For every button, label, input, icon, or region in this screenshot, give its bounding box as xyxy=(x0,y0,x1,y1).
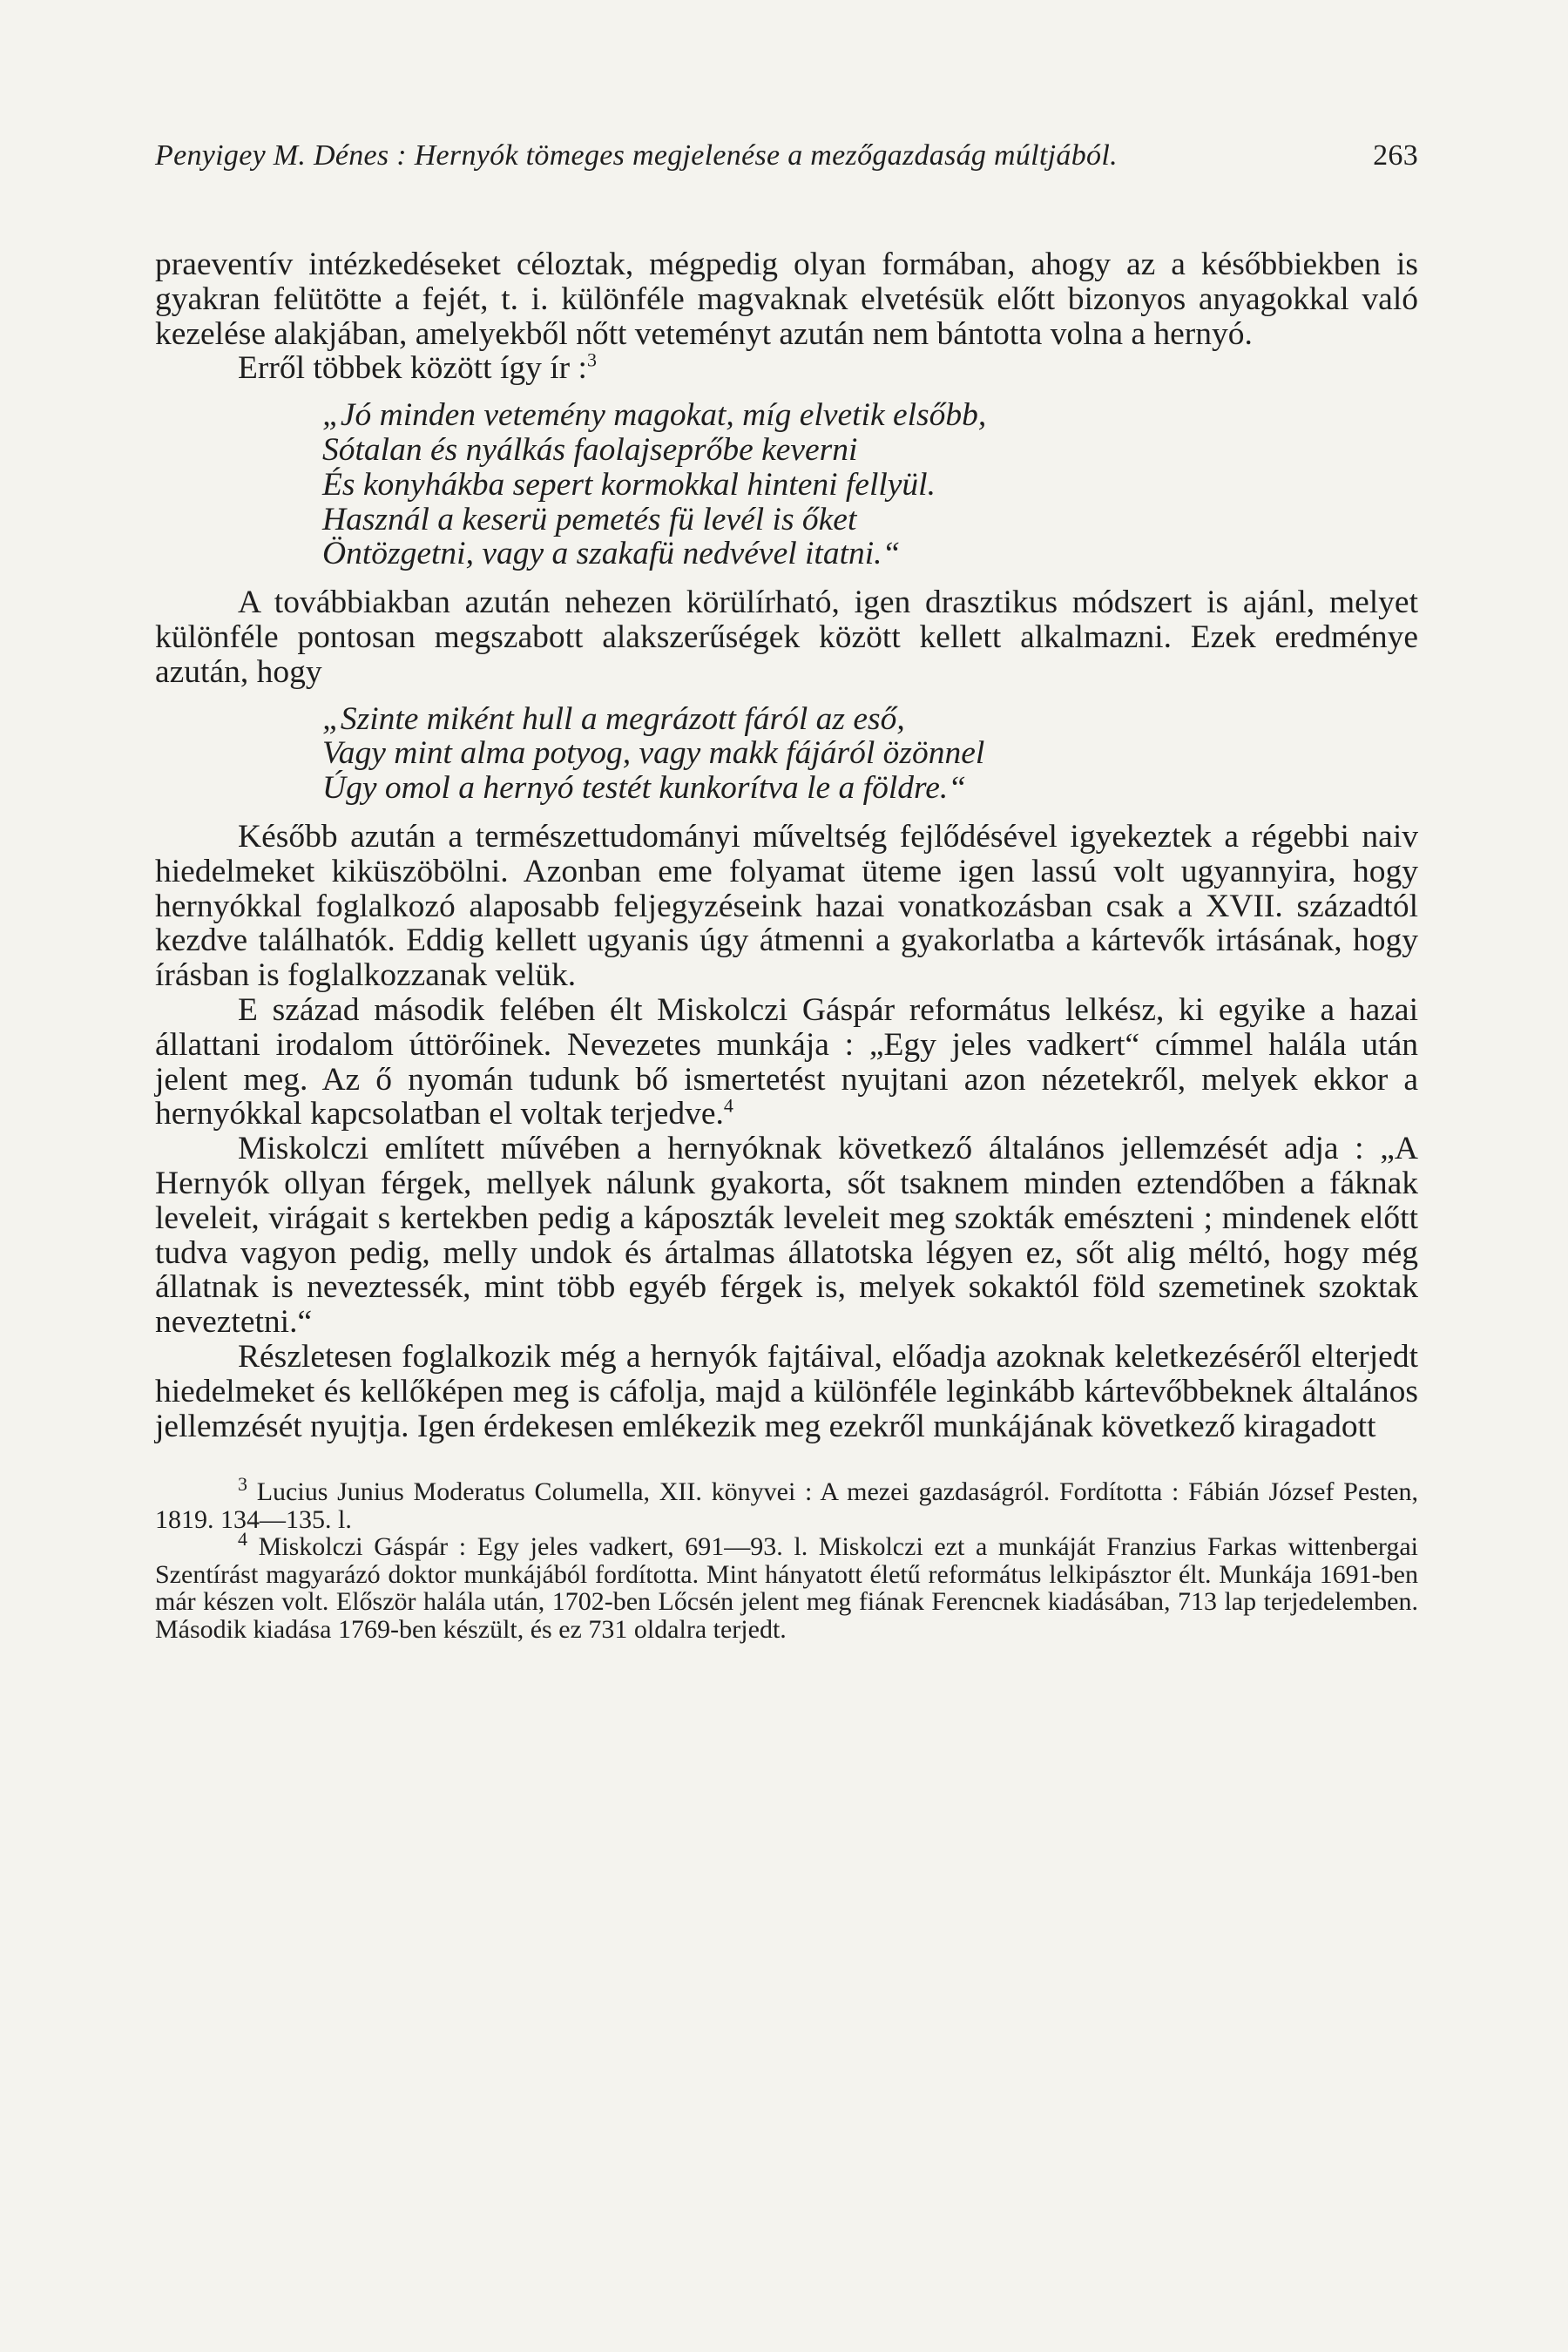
footnote-ref-3: 3 xyxy=(586,348,597,371)
poem-1-line: És konyhákba sepert kormokkal hinteni fellyül. xyxy=(322,466,936,503)
poem-2-line: „Szinte miként hull a megrázott fáról az eső, xyxy=(322,700,905,737)
running-title: Penyigey M. Dénes : Hernyók tömeges megjelenése a mezőgazdaság múltjából. xyxy=(155,139,1118,172)
poem-1-line: Öntözgetni, vagy a szakafü nedvével itatni.“ xyxy=(322,536,901,572)
paragraph-6: Miskolczi említett művében a hernyóknak következő általános jellemzését adja : „A Hernyók ollyan férgek, mellyek nálunk gyakorta, sőt tsaknem minden eztendőben a fáknak leveleit, virágait s kertekben pedig a káposzták leveleit meg szokták emészteni ; mindenek előtt tudva vagyon pedig, melly undok és ártalmas állatotska légyen ez, sőt alig méltó, hogy még állatnak is neveztessék, mint több egyéb férgek is, melyek sokaktól föld szemetinek szoktak neveztetni.“ xyxy=(155,1131,1418,1341)
poem-quote-1 xyxy=(322,398,1418,571)
footnote-3-text: Lucius Junius Moderatus Columella, XII. könyvei : A mezei gazdaságról. Fordította : Fábián József Pesten, 1819. 134—135. l. xyxy=(155,1477,1418,1534)
paragraph-2 xyxy=(155,348,1418,387)
paragraph-3: A továbbiakban azután nehezen körülírható, igen drasztikus módszert is ajánl, melyet különféle pontosan megszabott alakszerűségek között kellett alkalmazni. Ezek eredménye azután, hogy xyxy=(155,585,1418,690)
poem-1-line: Használ a keserü pemetés fü levél is őket xyxy=(322,501,857,537)
footnote-4-text: Miskolczi Gáspár : Egy jeles vadkert, 691—93. l. Miskolczi ezt a munkáját Franzius Farkas wittenbergai Szentírást magyarázó doktor munkájából fordította. Mint hányatott életű református lelkipásztor élt. Munkája 1691-ben már készen volt. Először halála után, 1702-ben Lőcsén jelent meg fiának Ferencnek kiadásában, 713 lap terjedelemben. Második kiadása 1769-ben készült, és ez 731 oldalra terjedt. xyxy=(155,1532,1418,1644)
footnotes xyxy=(155,1473,1418,1644)
footnote-4 xyxy=(155,1528,1418,1644)
footnote-mark-3: 3 xyxy=(238,1473,247,1496)
paragraph-4: Később azután a természettudományi műveltség fejlődésével igyekeztek a régebbi naiv hiedelmeket kiküszöbölni. Azonban eme folyamat üteme igen lassú volt ugyannyira, hogy hernyókkal foglalkozó alaposabb feljegyzéseink hazai vonatkozásban csak a XVII. századtól kezdve találhatók. Eddig kellett ugyanis úgy átmenni a gyakorlatba a kártevők irtásának, hogy írásban is foglalkozzanak velük. xyxy=(155,818,1418,994)
body-text xyxy=(155,247,1418,1443)
footnote-ref-4: 4 xyxy=(723,1094,733,1117)
poem-2-line: Vagy mint alma potyog, vagy makk fájáról özönnel xyxy=(322,735,985,772)
paragraph-5 xyxy=(155,993,1418,1132)
poem-1-line: „Jó minden vetemény magokat, míg elvetik elsőbb, xyxy=(322,397,987,434)
poem-quote-2 xyxy=(322,702,1418,806)
poem-1-line: Sótalan és nyálkás faolajseprőbe keverni xyxy=(322,431,858,468)
poem-2-line: Úgy omol a hernyó testét kunkorítva le a földre.“ xyxy=(322,770,967,807)
footnote-3 xyxy=(155,1473,1418,1534)
page xyxy=(155,139,1418,1643)
paragraph-5-text: E század második felében élt Miskolczi Gáspár református lelkész, ki egyike a hazai állattani irodalom úttörőinek. Nevezetes munkája : „Egy jeles vadkert“ címmel halála után jelent meg. Az ő nyomán tudunk bő ismertetést nyujtani azon nézetekről, melyek ekkor a hernyókkal kapcsolatban el voltak terjedve. xyxy=(155,991,1418,1132)
footnote-mark-4: 4 xyxy=(238,1528,247,1551)
paragraph-1: praeventív intézkedéseket céloztak, mégpedig olyan formában, ahogy az a későbbiekben is gyakran felütötte a fejét, t. i. különféle magvaknak elvetésük előtt bizonyos anyagokkal való kezelése alakjában, amelyekből nőtt veteményt azután nem bántotta volna a hernyó. xyxy=(155,247,1418,352)
paragraph-2-text: Erről többek között így ír : xyxy=(238,350,587,387)
page-number: 263 xyxy=(1373,139,1418,172)
running-header xyxy=(155,139,1418,172)
paragraph-7: Részletesen foglalkozik még a hernyók fajtáival, előadja azoknak keletkezéséről elterjedt hiedelmeket és kellőképen meg is cáfolja, majd a különféle leginkább kártevőbbeknek általános jellemzését nyujtja. Igen érdekesen emlékezik meg ezekről munkájának következő kiragadott xyxy=(155,1338,1418,1444)
